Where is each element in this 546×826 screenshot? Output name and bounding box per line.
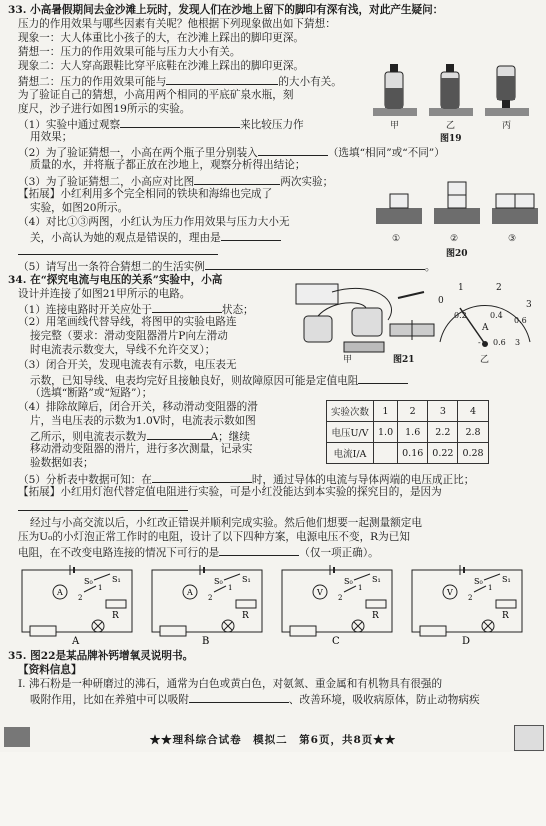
q33-sub2: （2）为了验证猜想一，小高在两个瓶子里分别装入 （选填“相同”或“不同”）: [18, 147, 445, 159]
voltmeter-device: [352, 308, 382, 336]
bottle-cap: [502, 100, 510, 108]
table-row: [327, 422, 489, 443]
table-cell: 0.28: [458, 443, 488, 464]
answer-blank[interactable]: [152, 302, 222, 313]
resistor-block: [344, 342, 384, 352]
rheostat-symbol: [420, 626, 446, 636]
switch-s1: [94, 574, 110, 580]
water: [497, 76, 515, 100]
switch-s0-label: S₀: [214, 577, 223, 586]
q33-sub2-cont: 质量的水，并将瓶子都正放在沙地上，观察分析得出结论；: [30, 159, 306, 171]
table-cell: 1.0: [374, 422, 398, 443]
q33-sub4-blank-line: [18, 244, 218, 259]
figure-20-sponges: [372, 180, 542, 234]
q34-extend-1: 【拓展】小红用灯泡代替定值电阻进行实验，可是小红没能达到本实验的探究目的，是因为: [18, 486, 442, 498]
table-cell: 电压U/V: [327, 422, 374, 443]
circuit-diagram-c: [274, 560, 400, 646]
switch-position-1: 1: [358, 584, 363, 592]
switch-s0: [474, 586, 486, 592]
terminal-label: 0.6: [493, 338, 506, 347]
q33-sub4: （4）对比①③两图，小红认为压力作用效果与压力大小无: [18, 216, 290, 228]
switch-s1: [354, 574, 370, 580]
fig19-label-bing: 丙: [502, 121, 512, 131]
bottle-cap: [390, 64, 398, 72]
answer-blank[interactable]: [189, 692, 289, 703]
dial-tick: 1: [458, 283, 464, 293]
q35-info-2: 吸附作用，比如在养殖中可以吸附 、改善环境，吸收病原体，防止动物病疾: [30, 694, 480, 706]
answer-blank[interactable]: [358, 373, 408, 384]
voltmeter-label: V: [447, 588, 453, 597]
switch-position-1: 1: [228, 584, 233, 592]
terminal-label: -: [478, 338, 481, 347]
q33-sub5: （5）请写出一条符合猜想二的生活实例 。: [18, 261, 436, 273]
water: [441, 78, 459, 108]
switch-s0: [84, 586, 96, 592]
switch-s1-label: S₁: [242, 575, 251, 584]
switch-position-1: 1: [98, 584, 103, 592]
resistor-symbol: [106, 600, 126, 608]
q34-sub4-cont-2: 乙所示，则电流表示数为 A；继续: [30, 431, 250, 443]
fig19-caption: 图19: [440, 134, 462, 144]
switch-s0-label: S₀: [84, 577, 93, 586]
q35-intro: 35. 图22是某品牌补钙增氧灵说明书。: [8, 650, 194, 662]
answer-blank[interactable]: [166, 74, 278, 85]
q34-sub3: （3）闭合开关，发现电流表有示数，电压表无: [18, 359, 237, 371]
switch-s1-label: S₁: [112, 575, 121, 584]
table-row: [327, 443, 489, 464]
resistor-label: R: [372, 611, 379, 621]
q34-extend-4: 电阻，在不改变电路连接的情况下可行的是 （仅一项正确）。: [18, 547, 379, 559]
q34-sub1: （1）连接电路时开关应处于 状态；: [18, 304, 254, 316]
answer-blank[interactable]: [205, 259, 425, 270]
q34-intro-1: 34. 在“探究电流与电压的关系”实验中，小高: [8, 274, 223, 286]
table-cell: 1.6: [398, 422, 428, 443]
switch-s1: [484, 574, 500, 580]
table-cell: 0.16: [398, 443, 428, 464]
resistor-label: R: [502, 611, 509, 621]
option-letter: A: [72, 636, 80, 646]
voltmeter-label: V: [317, 588, 323, 597]
q34-sub2-cont-2: 时电流表示数变大，导线不允许交叉）；: [30, 344, 216, 356]
switch-position-2: 2: [208, 594, 213, 602]
q34-sub5: （5）分析表中数据可知：在 时，通过导体的电流与导体两端的电压成正比；: [18, 474, 475, 486]
resistor-symbol: [366, 600, 386, 608]
answer-blank[interactable]: [18, 244, 218, 255]
q34-extend-blank: [18, 500, 188, 515]
answer-blank[interactable]: [221, 230, 281, 241]
switch-s0: [214, 586, 226, 592]
switch-s1-label: S₁: [372, 575, 381, 584]
fig19-label-yi: 乙: [446, 121, 456, 131]
switch-s0-label: S₀: [344, 577, 353, 586]
fig20-caption: 图20: [446, 249, 468, 259]
page-footer: ★★理科综合试卷 模拟二 第6页，共8页★★: [149, 734, 397, 746]
q33-phenomenon-1: 现象一：大人体重比小孩子的大，在沙滩上踩出的脚印更深。: [18, 32, 305, 44]
ammeter-device: [304, 316, 332, 342]
switch-position-2: 2: [468, 594, 473, 602]
table-cell: 2.8: [458, 422, 488, 443]
answer-blank[interactable]: [120, 117, 240, 128]
q34-sub3-cont: 示数，已知导线、电表均完好且接触良好，则故障原因可能是定值电阻: [30, 373, 408, 388]
table-cell: 电流I/A: [327, 443, 374, 464]
dial-tick: 0.4: [490, 311, 503, 320]
fig21-label-jia: 甲: [343, 355, 353, 365]
switch-s0-label: S₀: [474, 577, 483, 586]
switch-s1: [224, 574, 240, 580]
q33-extend-2: 实验，如图20所示。: [30, 202, 129, 214]
table-header-cell: 1: [374, 401, 398, 422]
rheostat-symbol: [290, 626, 316, 636]
bottle-cap: [446, 64, 454, 72]
q33-intro-2: 压力的作用效果与哪些因素有关呢？他根据下列现象做出如下猜想：: [18, 18, 336, 30]
q34-sub4-cont-3: 移动滑动变阻器的滑片，进行多次测量，记录实: [30, 443, 253, 455]
q34-intro-2: 设计并连接了如图21甲所示的电路。: [18, 288, 191, 300]
q33-sub3: （3）为了验证猜想二，小高应对比图 两次实验；: [18, 176, 334, 188]
q33-verify-2: 度尺，沙子进行如图19所示的实验。: [18, 103, 191, 115]
blank-margin: [0, 752, 546, 826]
switch-s1-label: S₁: [502, 575, 511, 584]
rheostat-symbol: [160, 626, 186, 636]
sponge: [492, 208, 538, 224]
sand-tray: [485, 108, 529, 116]
dial-tick: 0.2: [454, 311, 467, 320]
q34-extend-3: 压为U₀的小灯泡正常工作时的电阻，设计了以下四种方案，电源电压不变，R为已知: [18, 531, 410, 543]
table-cell: 2.2: [428, 422, 458, 443]
switch-s: [398, 292, 424, 298]
q34-sub2-cont-1: 接完整（要求：滑动变阻器滑片P向左滑动: [30, 330, 228, 342]
q34-sub4: （4）排除故障后，闭合开关，移动滑动变阻器的滑: [18, 401, 258, 413]
fig20-label-2: ②: [450, 234, 459, 244]
dial-unit: A: [482, 323, 489, 333]
answer-blank[interactable]: [18, 500, 188, 511]
fig20-label-3: ③: [508, 234, 517, 244]
table-header-cell: 4: [458, 401, 488, 422]
option-letter: D: [462, 636, 471, 646]
option-letter: C: [332, 636, 340, 646]
circuit-diagram-a: [14, 560, 140, 646]
data-table: [326, 400, 489, 464]
q33-sub1-cont: 用效果；: [30, 131, 73, 143]
water: [385, 88, 403, 108]
resistor-label: R: [112, 611, 119, 621]
q33-intro-1: 33. 小高暑假期间去金沙滩上玩时，发现人们在沙地上留下的脚印有深有浅，对此产生疑问：: [8, 4, 444, 16]
dial-tick: 3: [526, 300, 532, 310]
sponge: [434, 208, 480, 224]
table-cell: [374, 443, 398, 464]
q33-guess-2: 猜想二：压力的作用效果可能与 的大小有关。: [18, 76, 342, 88]
q34-sub4-cont-4: 验数据如表；: [30, 457, 94, 469]
q33-verify-1: 为了验证自己的猜想，小高用两个相同的平底矿泉水瓶，刻: [18, 89, 294, 101]
q35-info-1: Ⅰ. 沸石粉是一种研磨过的沸石，通常为白色或黄白色，对氨氮、重金属和有机物具有很强的: [18, 678, 443, 690]
fig19-label-jia: 甲: [390, 121, 400, 131]
sand-tray: [429, 108, 473, 116]
battery-box: [296, 284, 338, 304]
q33-phenomenon-2: 现象二：大人穿高跟鞋比穿平底鞋在沙滩上踩出的脚印更深。: [18, 60, 305, 72]
option-letter: B: [202, 636, 210, 646]
answer-blank[interactable]: [147, 429, 211, 440]
terminal-label: 3: [515, 338, 521, 347]
sponge: [376, 208, 422, 224]
q34-sub4-cont-1: 片，当电压表的示数为1.0V时，电流表示数如图: [30, 415, 256, 427]
dial-tick: 2: [496, 283, 502, 293]
ammeter-label: A: [187, 588, 193, 597]
fig21-label-yi: 乙: [480, 355, 490, 365]
switch-s0: [344, 586, 356, 592]
iron-block: [390, 194, 408, 208]
answer-blank[interactable]: [194, 174, 280, 185]
table-header-row: [327, 401, 489, 422]
sand-tray: [373, 108, 417, 116]
answer-blank[interactable]: [152, 472, 252, 483]
switch-position-2: 2: [338, 594, 343, 602]
table-cell: 0.22: [428, 443, 458, 464]
resistor-symbol: [496, 600, 516, 608]
resistor-symbol: [236, 600, 256, 608]
switch-position-1: 1: [488, 584, 493, 592]
q33-sub1: （1）实验中通过观察 来比较压力作: [18, 119, 304, 131]
q33-extend-1: 【拓展】小红利用多个完全相同的铁块和海绵也完成了: [18, 188, 273, 200]
circuit-diagram-b: [144, 560, 270, 646]
answer-blank[interactable]: [219, 545, 299, 556]
switch-position-2: 2: [78, 594, 83, 602]
rheostat-symbol: [30, 626, 56, 636]
circuit-diagram-d: [404, 560, 530, 646]
table-header-cell: 2: [398, 401, 428, 422]
resistor-label: R: [242, 611, 249, 621]
q34-extend-2: 经过与小高交流以后，小红改正错误并顺利完成实验。然后他们想要一起测量额定电: [30, 517, 422, 529]
q34-sub3-cont-2: （选填“断路”或“短路”）；: [30, 387, 153, 399]
q35-info-heading: 【资料信息】: [18, 664, 82, 676]
fig21-caption: 图21: [393, 355, 415, 365]
table-header-cell: 实验次数: [327, 401, 374, 422]
dial-tick: 0: [438, 296, 444, 306]
q34-sub2: （2）用笔画线代替导线，将图甲的实验电路连: [18, 316, 237, 328]
ammeter-label: A: [57, 588, 63, 597]
dial-tick: 0.6: [514, 316, 527, 325]
table-header-cell: 3: [428, 401, 458, 422]
q33-sub4-cont: 关，小高认为她的观点是错误的，理由是: [30, 230, 281, 245]
fig20-label-1: ①: [392, 234, 401, 244]
q33-guess-1: 猜想一：压力的作用效果可能与压力大小有关。: [18, 46, 241, 58]
answer-blank[interactable]: [258, 145, 328, 156]
